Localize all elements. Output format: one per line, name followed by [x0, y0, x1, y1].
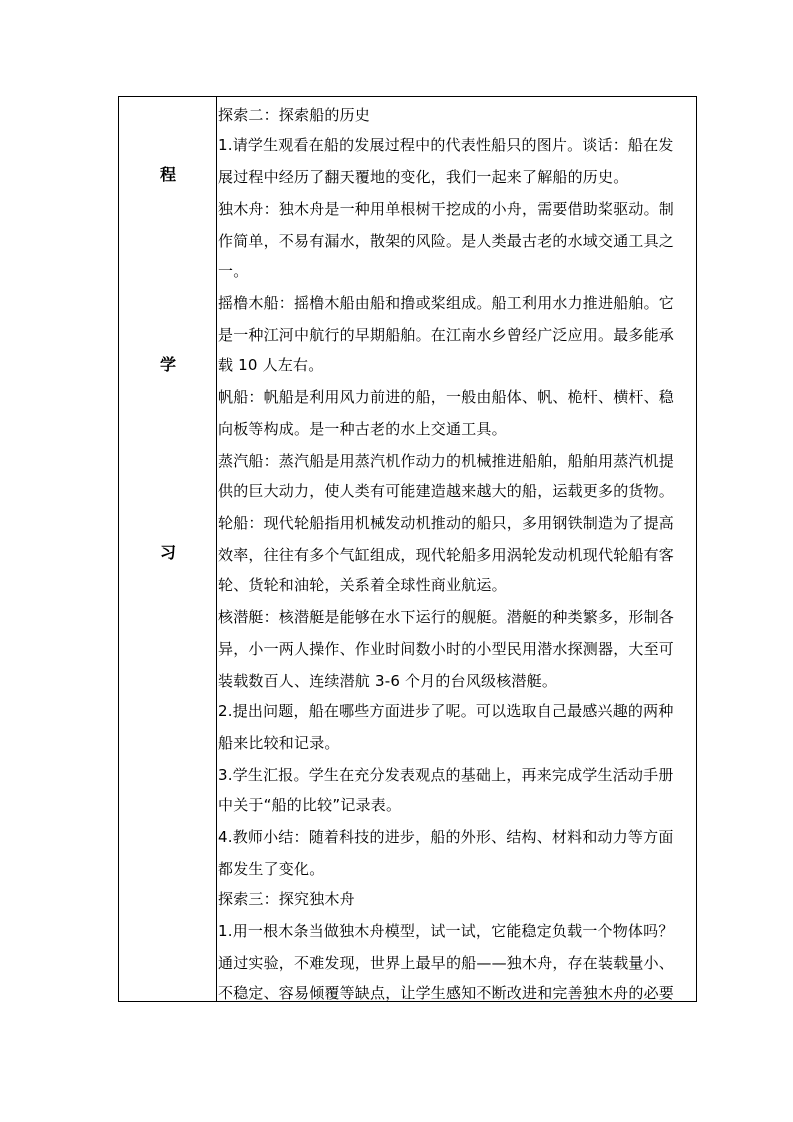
- stage-label-char-1: 程: [159, 165, 176, 184]
- content-line: 效率，往往有多个气缸组成，现代轮船多用涡轮发动机现代轮船有客: [218, 546, 675, 564]
- content-line: 蒸汽船：蒸汽船是用蒸汽机作动力的机械推进船舶，船舶用蒸汽机提: [218, 452, 675, 470]
- content-line: 1.用一根木条当做独木舟模型，试一试，它能稳定负载一个物体吗？: [218, 922, 674, 940]
- content-line: 都发生了变化。: [218, 860, 325, 878]
- content-line: 供的巨大动力，使人类有可能建造越来越大的船，运载更多的货物。: [218, 482, 675, 500]
- lesson-table: [118, 96, 697, 1002]
- content-line: 作简单，不易有漏水，散架的风险。是人类最古老的水域交通工具之: [218, 232, 675, 250]
- content-line: 通过实验，不难发现，世界上最早的船——独木舟，存在装载量小、: [218, 954, 675, 972]
- content-line: 探索二：探索船的历史: [218, 106, 371, 124]
- content-line: 3.学生汇报。学生在充分发表观点的基础上，再来完成学生活动手册: [218, 766, 674, 784]
- content-line: 是一种江河中航行的早期船舶。在江南水乡曾经广泛应用。最多能承: [218, 326, 675, 344]
- lesson-content: [218, 97, 696, 1001]
- content-line: 核潜艇：核潜艇是能够在水下运行的舰艇。潜艇的种类繁多，形制各: [218, 608, 675, 626]
- content-line: 中关于“船的比较”记录表。: [218, 796, 402, 814]
- content-line: 探索三：探究独木舟: [218, 890, 355, 908]
- content-line: 不稳定、容易倾覆等缺点，让学生感知不断改进和完善独木舟的必要: [218, 984, 675, 1001]
- stage-label-char-3: 习: [159, 543, 176, 562]
- content-line: 装载数百人、连续潜航 3-6 个月的台风级核潜艇。: [218, 672, 558, 690]
- content-line: 摇橹木船：摇橹木船由船和撸或桨组成。船工利用水力推进船舶。它: [218, 294, 675, 312]
- content-line: 船来比较和记录。: [218, 734, 340, 752]
- content-line: 向板等构成。是一种古老的水上交通工具。: [218, 420, 507, 438]
- content-line: 轮、货轮和油轮，关系着全球性商业航运。: [218, 576, 507, 594]
- content-line: 帆船：帆船是利用风力前进的船，一般由船体、帆、桅杆、横杆、稳: [218, 388, 675, 406]
- content-line: 载 10 人左右。: [218, 356, 324, 374]
- content-line: 独木舟：独木舟是一种用单根树干挖成的小舟，需要借助桨驱动。制: [218, 200, 675, 218]
- content-line: 2.提出问题，船在哪些方面进步了呢。可以选取自己最感兴趣的两种: [218, 702, 674, 720]
- content-line: 1.请学生观看在船的发展过程中的代表性船只的图片。谈话：船在发: [218, 136, 674, 154]
- content-line: 轮船：现代轮船指用机械发动机推动的船只，多用钢铁制造为了提高: [218, 514, 675, 532]
- content-line: 一。: [218, 262, 249, 280]
- content-line: 展过程中经历了翻天覆地的变化，我们一起来了解船的历史。: [218, 168, 629, 186]
- stage-label-column: [119, 97, 217, 1001]
- content-line: 4.教师小结：随着科技的进步，船的外形、结构、材料和动力等方面: [218, 828, 674, 846]
- content-line: 异，小一两人操作、作业时间数小时的小型民用潜水探测器，大至可: [218, 640, 675, 658]
- stage-label-char-2: 学: [159, 355, 176, 374]
